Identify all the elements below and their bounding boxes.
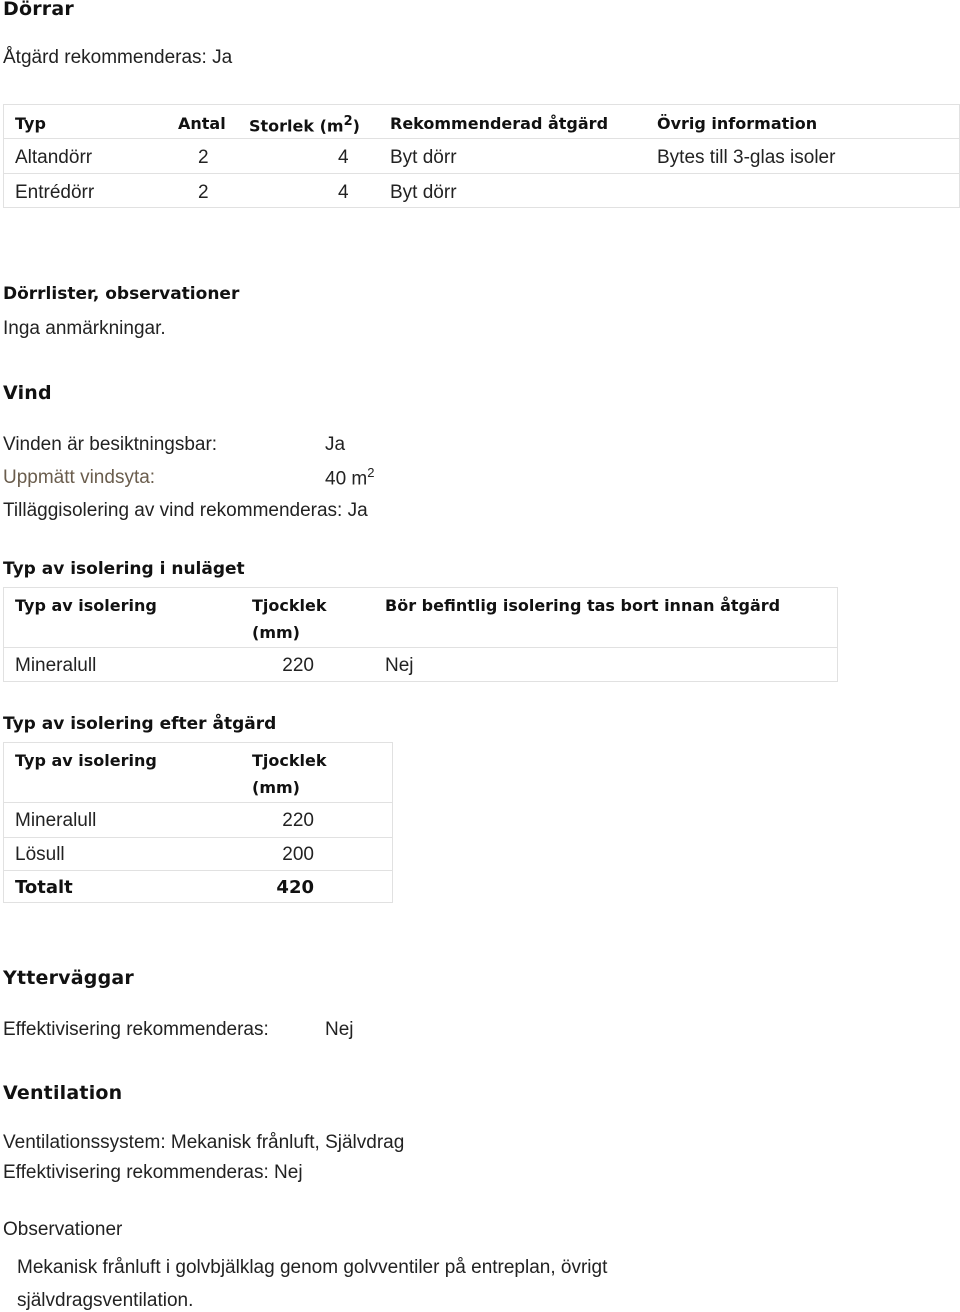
current-insulation-header	[4, 588, 837, 648]
col-size-header: Storlek $(m^2)$	[249, 114, 360, 136]
attic-extra-insulation: Tilläggisolering av vind rekommenderas: Ja	[3, 500, 368, 521]
ventilation-efficiency: Effektivisering rekommenderas: Nej	[3, 1162, 303, 1183]
insulation-type-cell: Mineralull	[15, 810, 97, 831]
table-row	[4, 648, 837, 683]
observations-line-2: självdragsventilation.	[17, 1290, 194, 1311]
table-row	[4, 838, 392, 871]
door-count-cell: 2	[198, 182, 209, 203]
door-size-cell: 4	[338, 182, 349, 203]
col-recommended-header: Rekommenderad åtgärd	[390, 114, 609, 133]
walls-efficiency-value: Nej	[325, 1019, 354, 1040]
total-row	[4, 871, 392, 904]
door-size-cell: 4	[338, 147, 349, 168]
insulation-thickness-cell: 220	[282, 655, 314, 676]
door-type-cell: Altandörr	[15, 147, 93, 168]
col-other-header: Övrig information	[657, 114, 818, 133]
attic-inspectable-label: Vinden är besiktningsbar:	[3, 434, 218, 455]
col-insulation-type-header: Typ av isolering	[15, 751, 157, 770]
door-other-cell: Bytes till 3-glas isoler	[657, 147, 836, 168]
col-thickness-header: Tjocklek (mm)	[252, 596, 327, 642]
attic-area-value: 40 $m^2$	[325, 465, 375, 490]
doors-heading: Dörrar	[3, 0, 74, 20]
walls-heading: Ytterväggar	[3, 967, 134, 989]
col-count-header: Antal	[178, 114, 226, 133]
ventilation-heading: Ventilation	[3, 1082, 123, 1104]
door-count-cell: 2	[198, 147, 209, 168]
observations-line-1: Mekanisk frånluft i golvbjälklag genom golvventiler på entreplan, övrigt	[17, 1257, 608, 1278]
door-recommended-cell: Byt dörr	[390, 147, 457, 168]
door-strips-label: Dörrlister, observationer	[3, 284, 240, 304]
door-type-cell: Entrédörr	[15, 182, 95, 203]
door-recommended-cell: Byt dörr	[390, 182, 457, 203]
col-remove-header: Bör befintlig isolering tas bort innan åtgärd	[385, 596, 781, 615]
total-label: Totalt	[15, 877, 73, 898]
door-strips-value: Inga anmärkningar.	[3, 318, 166, 339]
after-insulation-heading: Typ av isolering efter åtgärd	[3, 714, 277, 734]
attic-inspectable-value: Ja	[325, 434, 346, 455]
col-insulation-type-header: Typ av isolering	[15, 596, 157, 615]
table-row	[4, 174, 959, 209]
insulation-remove-cell: Nej	[385, 655, 414, 676]
insulation-thickness-cell: 200	[282, 844, 314, 865]
after-insulation-header	[4, 743, 392, 803]
current-insulation-heading: Typ av isolering i nuläget	[3, 559, 245, 579]
ventilation-system: Ventilationssystem: Mekanisk frånluft, Självdrag	[3, 1132, 405, 1153]
table-row	[4, 803, 392, 838]
attic-heading: Vind	[3, 382, 52, 404]
after-insulation-table	[3, 742, 393, 903]
insulation-type-cell: Mineralull	[15, 655, 97, 676]
observations-label: Observationer	[3, 1219, 123, 1240]
col-type-header: Typ	[15, 114, 46, 133]
walls-efficiency-label: Effektivisering rekommenderas:	[3, 1019, 269, 1040]
table-row	[4, 139, 959, 174]
insulation-type-cell: Lösull	[15, 844, 65, 865]
doors-action-recommended: Åtgärd rekommenderas: Ja	[3, 47, 233, 68]
insulation-thickness-cell: 220	[282, 810, 314, 831]
current-insulation-table	[3, 587, 838, 682]
col-thickness-header: Tjocklek (mm)	[252, 751, 327, 797]
doors-table-header	[4, 105, 959, 139]
attic-area-label: Uppmätt vindsyta:	[3, 467, 156, 488]
doors-table	[3, 104, 960, 208]
total-value: 420	[276, 877, 314, 898]
